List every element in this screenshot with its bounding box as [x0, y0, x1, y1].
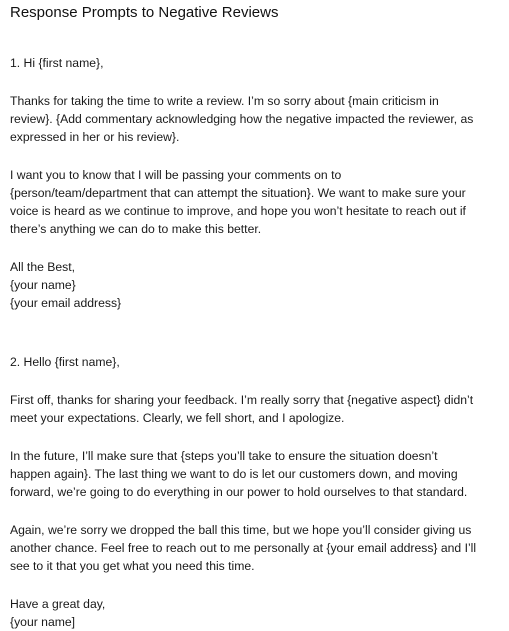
prompt2-greeting — [10, 353, 502, 371]
text-line: another chance. Feel free to reach out to me personally at {your email address} and I’ll — [10, 541, 477, 555]
signoff-name: {your name} — [10, 278, 76, 292]
text-line: review}. {Add commentary acknowledging how the negative impacted the reviewer, as — [10, 112, 474, 126]
prompt2-signoff — [10, 595, 502, 631]
prompt2-paragraph-2 — [10, 447, 502, 501]
document-title: Response Prompts to Negative Reviews — [10, 4, 279, 21]
text-line: voice is heard as we continue to improve, and hope you won’t hesitate to reach out if — [10, 204, 466, 218]
signoff-email: {your email address} — [10, 296, 122, 310]
prompt1-signoff — [10, 258, 502, 312]
signoff-name: {your name] — [10, 615, 76, 629]
text-line: there’s anything we can do to make this better. — [10, 222, 262, 236]
prompt1-paragraph-1 — [10, 92, 502, 146]
text-line: expressed in her or his review}. — [10, 130, 180, 144]
text-line: Again, we’re sorry we dropped the ball this time, but we hope you’ll consider giving us — [10, 523, 472, 537]
text-line: {person/team/department that can attempt the situation}. We want to make sure your — [10, 186, 466, 200]
text-line: meet your expectations. Clearly, we fell short, and I apologize. — [10, 411, 345, 425]
greeting-line: 2. Hello {first name}, — [10, 355, 120, 369]
document — [10, 0, 502, 631]
prompt2-paragraph-3 — [10, 521, 502, 575]
text-line: forward, we’re going to do everything in our power to hold ourselves to that standard. — [10, 485, 468, 499]
text-line: In the future, I’ll make sure that {steps you’ll take to ensure the situation doesn’t — [10, 449, 438, 463]
text-line: happen again}. The last thing we want to do is let our customers down, and moving — [10, 467, 458, 481]
prompt1-greeting — [10, 54, 502, 72]
text-line: see to it that you get what you need this time. — [10, 559, 255, 573]
text-line: Thanks for taking the time to write a review. I’m so sorry about {main criticism in — [10, 94, 439, 108]
text-line: I want you to know that I will be passing your comments on to — [10, 168, 342, 182]
greeting-line: 1. Hi {first name}, — [10, 56, 104, 70]
prompt1-paragraph-2 — [10, 166, 502, 238]
prompt2-paragraph-1 — [10, 391, 502, 427]
signoff-line: All the Best, — [10, 260, 76, 274]
text-line: First off, thanks for sharing your feedback. I’m really sorry that {negative aspect} didn’t — [10, 393, 474, 407]
signoff-line: Have a great day, — [10, 597, 106, 611]
